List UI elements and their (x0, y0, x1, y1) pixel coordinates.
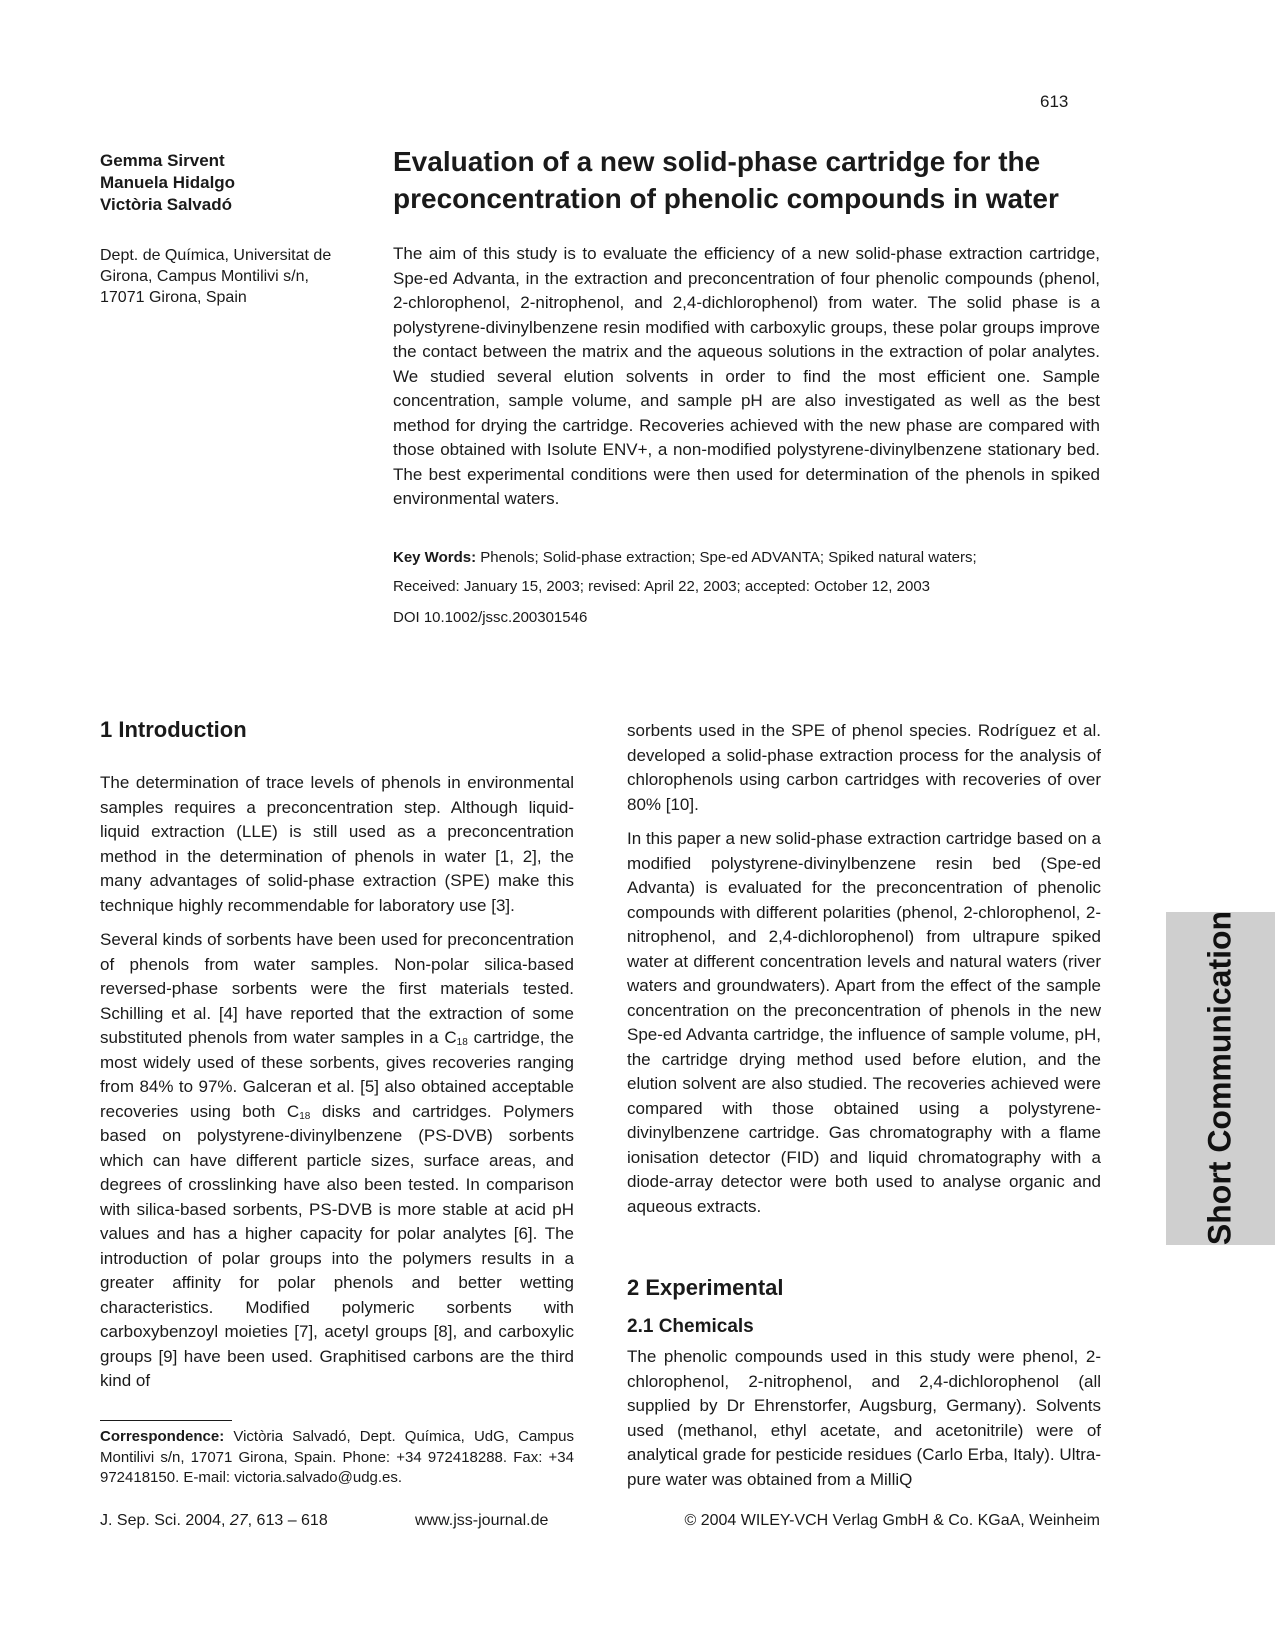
correspondence-label: Correspondence: (100, 1428, 225, 1445)
footer-copyright: © 2004 WILEY-VCH Verlag GmbH & Co. KGaA, Weinheim (684, 1512, 1100, 1529)
article-type-label: Short Communication (1201, 910, 1238, 1246)
footer-url[interactable]: www.jss-journal.de (415, 1512, 549, 1529)
paper-title: Evaluation of a new solid-phase cartridge for the preconcentration of phenolic compounds in water (393, 146, 1059, 214)
page-number: 613 (1040, 92, 1069, 111)
subscript: 18 (299, 1110, 311, 1122)
section-heading-introduction: 1 Introduction (100, 717, 247, 742)
subsection-heading-chemicals: 2.1 Chemicals (627, 1316, 754, 1337)
text-run: disks and cartridges. Polymers based on polystyrene-divinylbenzene (PS-DVB) sorbents which can have different particle sizes, surface areas, and degrees of crosslinking have also been tested. In comparison with silica-based sorbents, PS-DVB is more stable at acid pH values and has a higher capacity for polar analytes [6]. The introduction of polar groups into the polymers results in a greater affinity for polar phenols and better wetting characteristics. Modified polymeric sorbents with carboxybenzoyl moieties [7], acetyl groups [8], and carboxylic groups [9] have been used. Graphitised carbons are the third kind of (100, 1101, 575, 1390)
paragraph (100, 928, 574, 1394)
paragraph: The phenolic compounds used in this study were phenol, 2-chlorophenol, 2-nitrophenol, and 2,4-dichlorophenol (all supplied by Dr Ehrenstorfer, Augsburg, Germany). Solvents used (methanol, ethyl acetate, and acetonitrile) were of analytical grade for pesticide residues (Carlo Erba, Italy). Ultra-pure water was obtained from a MilliQ (627, 1347, 1101, 1489)
correspondence-text: Victòria Salvadó, Dept. Química, UdG, Campus Montilivi s/n, 17071 Girona, Spain. Phone: +34 972418288. Fax: +34 972418150. E-mail: victoria.salvado@udg.es. (100, 1428, 574, 1486)
author-name: Gemma Sirvent (100, 151, 225, 170)
chemicals-section (627, 1345, 1101, 1502)
paragraph: sorbents used in the SPE of phenol species. Rodríguez et al. developed a solid-phase extraction process for the analysis of chlorophenols using carbon cartridges with recoveries of over 80% [10]. (627, 721, 1101, 814)
left-column (100, 771, 574, 1404)
text-run: Several kinds of sorbents have been used for preconcentration of phenols from water samples. Non-polar silica-based reversed-phase sorbents were the first materials tested. Schilling et al. [4] have reported that the extraction of some substituted phenols from water samples in a C (100, 930, 574, 1047)
keywords-text: Phenols; Solid-phase extraction; Spe-ed ADVANTA; Spiked natural waters; (480, 549, 977, 566)
correspondence-footnote (100, 1427, 574, 1489)
subscript: 18 (456, 1037, 468, 1048)
footer-citation (100, 1512, 328, 1530)
section-heading-experimental: 2 Experimental (627, 1275, 784, 1300)
affiliation-line: Dept. de Química, Universitat de (100, 247, 332, 264)
received-dates: Received: January 15, 2003; revised: April 22, 2003; accepted: October 12, 2003 (393, 578, 931, 595)
paragraph: In this paper a new solid-phase extraction cartridge based on a modified polystyrene-divinylbenzene resin bed (Spe-ed Advanta) is evaluated for the preconcentration of phenolic compounds with different polarities (phenol, 2-chlorophenol, 2-nitrophenol, and 2,4-dichlorophenol) from ultrapure spiked water at different concentration levels and natural waters (river waters and groundwaters). Apart from the effect of the sample concentration on the preconcentration of phenols in the new Spe-ed Advanta cartridge, the influence of sample volume, pH, the cartridge drying method used before elution, and the elution solvent are also studied. The recoveries achieved were compared with those obtained using a polystyrene-divinylbenzene cartridge. Gas chromatography with a flame ionisation detector (FID) and liquid chromatography with a diode-array detector were both used to analyse organic and aqueous extracts. (627, 829, 1101, 1216)
doi: DOI 10.1002/jssc.200301546 (393, 609, 588, 626)
citation-volume: 27 (229, 1512, 248, 1529)
author-name: Manuela Hidalgo (100, 173, 236, 192)
keywords-label: Key Words: (393, 549, 477, 566)
right-column (627, 719, 1101, 1229)
citation-prefix: J. Sep. Sci. 2004, (100, 1512, 226, 1529)
author-name: Victòria Salvadó (100, 195, 232, 214)
citation-pages: , 613 – 618 (247, 1512, 328, 1529)
paragraph: The determination of trace levels of phenols in environmental samples requires a preconcentration step. Although liquid-liquid extraction (LLE) is still used as a preconcentration method in the determination of phenols in water [1, 2], the many advantages of solid-phase extraction (SPE) make this technique highly recommendable for laboratory use [3]. (100, 773, 574, 915)
abstract: The aim of this study is to evaluate the efficiency of a new solid-phase extraction cartridge, Spe-ed Advanta, in the extraction and preconcentration of four phenolic compounds (phenol, 2-chlorophenol, 2-nitrophenol, and 2,4-dichlorophenol) from water. The solid phase is a polystyrene-divinylbenzene resin modified with carboxylic groups, these polar groups improve the contact between the matrix and the aqueous solutions in the extraction of polar analytes. We studied several elution solvents in order to find the most efficient one. Sample concentration, sample volume, and sample pH are also investigated as well as the best method for drying the cartridge. Recoveries achieved with the new phase are compared with those obtained with Isolute ENV+, a non-modified polystyrene-divinylbenzene stationary bed. The best experimental conditions were then used for determination of the phenols in spiked environmental waters. (393, 244, 1100, 508)
affiliation (100, 245, 370, 308)
affiliation-line: 17071 Girona, Spain (100, 289, 247, 306)
footnote-divider (100, 1420, 232, 1421)
side-tab (1166, 912, 1275, 1245)
keywords (393, 548, 1100, 568)
text-run: cartridge, the most widely used of these sorbents, gives recoveries ranging from 84% to 97%. Galceran et al. [5] also obtained acceptable recoveries using both C (100, 1028, 574, 1121)
affiliation-line: Girona, Campus Montilivi s/n, (100, 268, 309, 285)
author-list (100, 150, 360, 216)
